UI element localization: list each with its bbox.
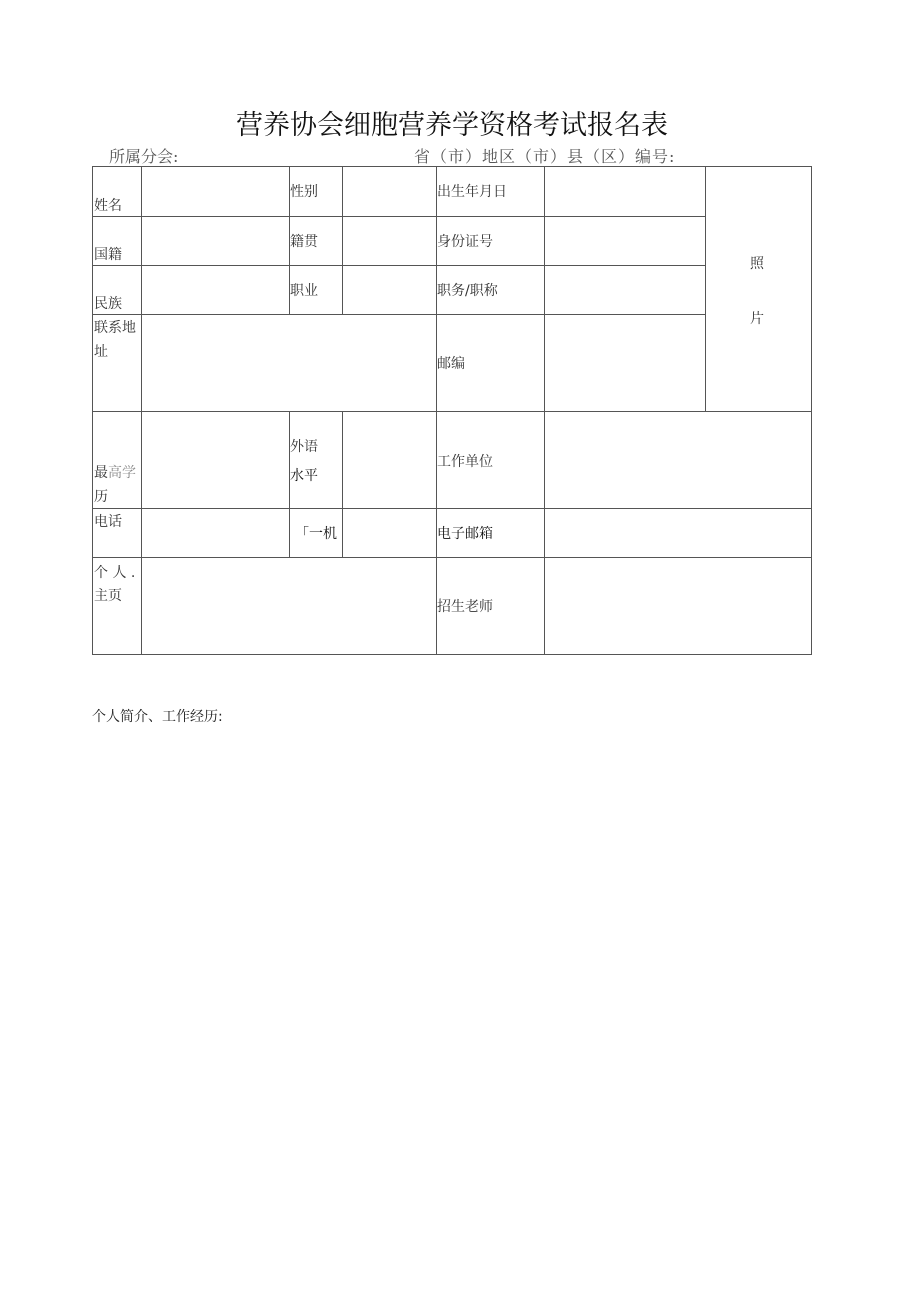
native-place-field[interactable] [343,216,436,265]
gender-field[interactable] [343,167,436,216]
photo-label-char-1: 照 [750,256,764,272]
education-field[interactable] [142,411,289,508]
email-field[interactable] [545,508,812,557]
homepage-label-line-2: 主页 [94,588,122,604]
birth-date-label: 出生年月日 [437,184,507,200]
recruiter-label: 招生老师 [437,599,493,615]
email-label: 电子邮箱 [437,526,493,542]
language-level-label-line-2: 水平 [290,468,318,484]
occupation-field[interactable] [343,265,436,314]
ethnicity-label: 民族 [94,296,122,312]
form-title: 营养协会细胞营养学资格考试报名表 [236,110,668,141]
birth-date-field[interactable] [545,167,705,216]
language-level-field[interactable] [343,411,436,508]
postcode-label: 邮编 [437,356,465,372]
native-place-label: 籍贯 [290,234,318,250]
occupation-label: 职业 [290,283,318,299]
phone-label: 电话 [94,514,122,530]
position-title-label: 职务/职称 [437,283,498,299]
education-label-part-1: 最 [94,465,108,481]
address-label [94,318,136,362]
photo-box[interactable] [706,167,812,411]
photo-label-char-2: 片 [750,311,764,327]
id-number-field[interactable] [545,216,705,265]
employer-field[interactable] [545,411,812,508]
nationality-field[interactable] [142,216,289,265]
homepage-field[interactable] [142,557,436,655]
ethnicity-field[interactable] [142,265,289,314]
phone-field[interactable] [142,508,289,557]
language-level-label-line-1: 外语 [290,439,318,455]
homepage-label-line-1: 个 人 . [94,565,136,581]
branch-label: 所属分会: [109,147,179,166]
name-field[interactable] [142,167,289,216]
registration-table [92,166,812,655]
language-level-label [290,437,318,486]
position-title-field[interactable] [545,265,705,314]
region-number-label: 省（市）地区（市）县（区）编号: [414,147,676,166]
address-label-line-1: 联系地 [94,320,136,336]
employer-label: 工作单位 [437,454,493,470]
education-label-part-3: 历 [94,489,108,505]
address-field[interactable] [142,314,436,411]
postcode-field[interactable] [545,314,705,411]
gender-label: 性别 [290,184,318,200]
name-label: 姓名 [94,198,122,214]
profile-experience-label: 个人简介、工作经历: [92,709,223,725]
homepage-label [94,563,135,606]
education-label-part-2: 高学 [108,465,136,481]
education-label [94,463,136,507]
mobile-field[interactable] [343,508,436,557]
address-label-line-2: 址 [94,344,108,360]
recruiter-field[interactable] [545,557,812,655]
nationality-label: 国籍 [94,247,122,263]
mobile-label: 「一机 [295,526,337,542]
id-number-label: 身份证号 [437,234,493,250]
